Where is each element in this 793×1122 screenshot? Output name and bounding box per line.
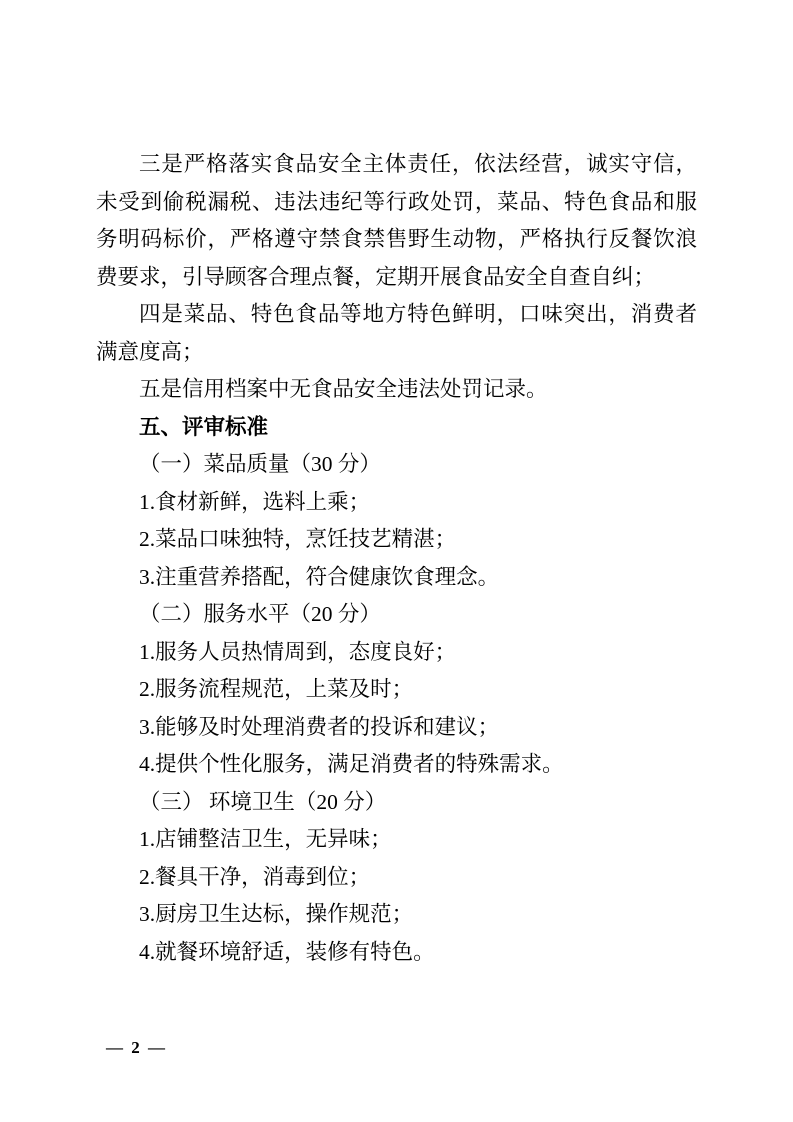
criteria-item-hygiene-2: 2.餐具干净，消毒到位； bbox=[139, 864, 371, 889]
criteria-item-service-3: 3.能够及时处理消费者的投诉和建议； bbox=[139, 714, 500, 739]
body-paragraph-four: 四是菜品、特色食品等地方特色鲜明，口味突出，消费者满意度高； bbox=[96, 302, 697, 364]
subsection-heading-environment-hygiene: （三） 环境卫生（20 分） bbox=[139, 789, 387, 814]
criteria-item-hygiene-4: 4.就餐环境舒适，装修有特色。 bbox=[139, 939, 435, 964]
criteria-item-dish-3: 3.注重营养搭配，符合健康饮食理念。 bbox=[139, 564, 500, 589]
section-heading-review-criteria: 五、评审标准 bbox=[139, 414, 269, 439]
criteria-item-dish-1: 1.食材新鲜，选料上乘； bbox=[139, 489, 371, 514]
criteria-item-dish-2: 2.菜品口味独特，烹饪技艺精湛； bbox=[139, 527, 457, 551]
subsection-heading-dish-quality: （一）菜品质量（30 分） bbox=[139, 452, 381, 476]
criteria-item-hygiene-3: 3.厨房卫生达标，操作规范； bbox=[139, 902, 414, 926]
criteria-item-service-2: 2.服务流程规范，上菜及时； bbox=[139, 677, 414, 701]
criteria-item-service-1: 1.服务人员热情周到，态度良好； bbox=[139, 639, 457, 664]
criteria-item-hygiene-1: 1.店铺整洁卫生，无异味； bbox=[139, 827, 392, 851]
body-paragraph-three: 三是严格落实食品安全主体责任，依法经营，诚实守信，未受到偷税漏税、违法违纪等行政处罚，菜品、特色食品和服务明码标价，严格遵守禁食禁售野生动物，严格执行反餐饮浪费要求，引导顾客合理点餐，定期开展食品安全自查自纠； bbox=[96, 152, 697, 289]
document-body bbox=[96, 146, 697, 971]
body-paragraph-five: 五是信用档案中无食品安全违法处罚记录。 bbox=[139, 377, 548, 401]
criteria-item-service-4: 4.提供个性化服务，满足消费者的特殊需求。 bbox=[139, 752, 564, 776]
page-number: — 2 — bbox=[106, 1038, 167, 1057]
subsection-heading-service-level: （二）服务水平（20 分） bbox=[139, 602, 381, 626]
